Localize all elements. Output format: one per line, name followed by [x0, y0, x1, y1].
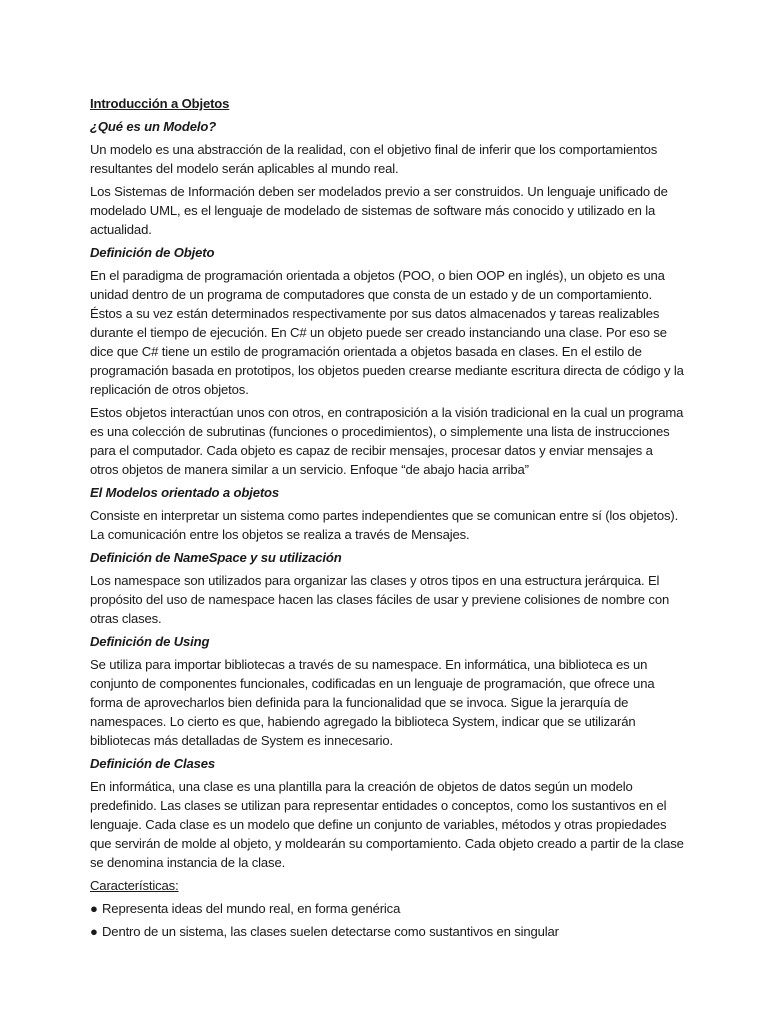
section-heading: Definición de Using [90, 634, 210, 649]
paragraph: En el paradigma de programación orientada a objetos (POO, o bien OOP en inglés), un objeto es una unidad dentro de un programa de computadores que consta de un estado y de un comportamiento. Éstos a su vez están determinados respectivamente por sus datos almacenados y tareas realizables durante el tiempo de ejecución. En C# un objeto puede ser creado instanciando una clase. Por eso se dice que C# tiene un estilo de programación orientada a objetos basada en clases. En el estilo de programación basada en prototipos, los objetos pueden crearse mediante escritura directa de código y la replicación de otros objetos. [90, 268, 684, 397]
paragraph: Estos objetos interactúan unos con otros, en contraposición a la visión tradicional en la cual un programa es una colección de subrutinas (funciones o procedimientos), o simplemente una lista de instrucciones para el computador. Cada objeto es capaz de recibir mensajes, procesar datos y enviar mensajes a otros objetos de manera similar a un servicio. Enfoque “de abajo hacia arriba” [90, 405, 684, 477]
bullet-icon: ● [90, 924, 98, 939]
section-heading: Definición de Objeto [90, 245, 215, 260]
bullet-icon: ● [90, 901, 98, 916]
bullet-text: Representa ideas del mundo real, en forma genérica [102, 901, 401, 916]
paragraph: Un modelo es una abstracción de la realidad, con el objetivo final de inferir que los comportamientos resultantes del modelo serán aplicables al mundo real. [90, 142, 658, 176]
section-heading: Definición de Clases [90, 756, 216, 771]
paragraph: En informática, una clase es una plantilla para la creación de objetos de datos según un modelo predefinido. Las clases se utilizan para representar entidades o conceptos, como los sustantivos en el lenguaje. Cada clase es un modelo que define un conjunto de variables, métodos y otras propiedades que servirán de molde al objeto, y moldearán su comportamiento. Cada objeto creado a partir de la clase se denomina instancia de la clase. [90, 779, 684, 870]
document-body [90, 94, 684, 945]
paragraph: Consiste en interpretar un sistema como partes independientes que se comunican entre sí (los objetos). La comunicación entre los objetos se realiza a través de Mensajes. [90, 508, 679, 542]
section-heading: Definición de NameSpace y su utilización [90, 550, 342, 565]
bullet-item [90, 922, 684, 941]
paragraph: Se utiliza para importar bibliotecas a través de su namespace. En informática, una biblioteca es un conjunto de componentes funcionales, codificadas en un lenguaje de programación, que ofrece una forma de aprovecharlos bien definida para la funcionalidad que se invoca. Sigue la jerarquía de namespaces. Lo cierto es que, habiendo agregado la biblioteca System, indicar que se utilizarán bibliotecas más detalladas de System es innecesario. [90, 657, 655, 748]
section-heading: El Modelos orientado a objetos [90, 485, 280, 500]
characteristics-label: Características: [90, 878, 179, 893]
document-title: Introducción a Objetos [90, 96, 230, 111]
paragraph: Los namespace son utilizados para organizar las clases y otros tipos en una estructura jerárquica. El propósito del uso de namespace hacen las clases fáciles de usar y previene colisiones de nombre con otras clases. [90, 573, 670, 626]
section-heading: ¿Qué es un Modelo? [90, 119, 217, 134]
bullet-text: Dentro de un sistema, las clases suelen detectarse como sustantivos en singular [102, 924, 559, 939]
paragraph: Los Sistemas de Información deben ser modelados previo a ser construidos. Un lenguaje unificado de modelado UML, es el lenguaje de modelado de sistemas de software más conocido y utilizado en la actualidad. [90, 184, 668, 237]
bullet-item [90, 899, 684, 918]
